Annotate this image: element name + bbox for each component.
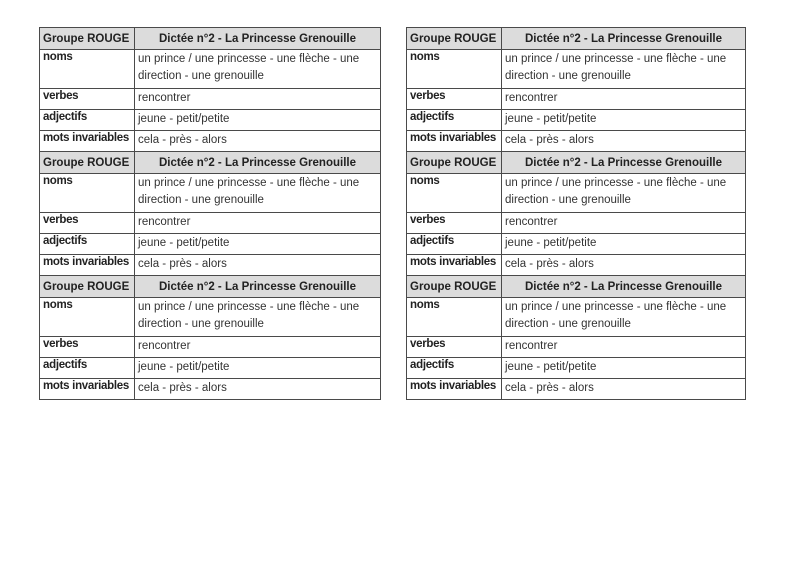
row-value: cela - près - alors [502,379,746,400]
card-header [40,28,381,50]
row-mots-invariables [407,255,746,276]
row-label: adjectifs [407,110,502,131]
row-adjectifs [407,110,746,131]
row-value: jeune - petit/petite [502,234,746,255]
row-value: jeune - petit/petite [502,110,746,131]
row-label: mots invariables [407,379,502,400]
dictation-title: Dictée n°2 - La Princesse Grenouille [135,152,381,174]
row-noms [407,174,746,213]
row-label: noms [407,298,502,337]
row-adjectifs [407,358,746,379]
row-value: jeune - petit/petite [135,110,381,131]
row-value: rencontrer [502,213,746,234]
row-noms [40,174,381,213]
card-header [407,28,746,50]
row-label: noms [407,174,502,213]
row-label: noms [40,50,135,89]
row-mots-invariables [40,131,381,152]
row-label: noms [407,50,502,89]
row-mots-invariables [407,131,746,152]
left-column [39,27,381,400]
row-value: cela - près - alors [135,131,381,152]
row-value: cela - près - alors [502,255,746,276]
row-adjectifs [40,234,381,255]
row-value: rencontrer [502,89,746,110]
dictation-title: Dictée n°2 - La Princesse Grenouille [502,276,746,298]
group-name: Groupe ROUGE [40,28,135,50]
row-value: un prince / une princesse - une flèche - une direction - une grenouille [502,50,746,89]
row-verbes [407,213,746,234]
row-adjectifs [407,234,746,255]
row-verbes [40,89,381,110]
row-verbes [40,337,381,358]
row-label: verbes [407,89,502,110]
card-header [407,276,746,298]
group-name: Groupe ROUGE [407,152,502,174]
row-noms [40,298,381,337]
row-verbes [40,213,381,234]
card-header [407,152,746,174]
row-label: mots invariables [407,255,502,276]
row-label: mots invariables [407,131,502,152]
row-label: verbes [407,337,502,358]
row-value: cela - près - alors [502,131,746,152]
row-value: un prince / une princesse - une flèche - une direction - une grenouille [502,298,746,337]
dictation-card [406,275,746,400]
row-mots-invariables [40,379,381,400]
dictation-card [39,27,381,152]
row-value: un prince / une princesse - une flèche - une direction - une grenouille [135,298,381,337]
row-label: adjectifs [40,358,135,379]
row-value: jeune - petit/petite [135,358,381,379]
row-value: rencontrer [502,337,746,358]
row-adjectifs [40,110,381,131]
row-noms [407,298,746,337]
row-label: noms [40,298,135,337]
card-header [40,152,381,174]
dictation-title: Dictée n°2 - La Princesse Grenouille [502,28,746,50]
row-label: adjectifs [407,358,502,379]
row-value: jeune - petit/petite [502,358,746,379]
row-value: rencontrer [135,337,381,358]
row-value: jeune - petit/petite [135,234,381,255]
row-value: cela - près - alors [135,255,381,276]
row-value: un prince / une princesse - une flèche - une direction - une grenouille [502,174,746,213]
row-mots-invariables [40,255,381,276]
row-label: verbes [40,89,135,110]
group-name: Groupe ROUGE [40,152,135,174]
row-label: noms [40,174,135,213]
row-label: adjectifs [40,110,135,131]
group-name: Groupe ROUGE [407,28,502,50]
row-label: mots invariables [40,255,135,276]
row-value: rencontrer [135,213,381,234]
dictation-card [406,27,746,152]
row-value: un prince / une princesse - une flèche - une direction - une grenouille [135,50,381,89]
group-name: Groupe ROUGE [40,276,135,298]
row-noms [407,50,746,89]
row-label: verbes [407,213,502,234]
row-noms [40,50,381,89]
card-header [40,276,381,298]
row-label: verbes [40,213,135,234]
row-label: adjectifs [40,234,135,255]
dictation-title: Dictée n°2 - La Princesse Grenouille [135,28,381,50]
dictation-card [39,275,381,400]
dictation-title: Dictée n°2 - La Princesse Grenouille [135,276,381,298]
dictation-card [39,151,381,276]
row-label: adjectifs [407,234,502,255]
row-label: mots invariables [40,379,135,400]
row-label: verbes [40,337,135,358]
right-column [406,27,746,400]
row-label: mots invariables [40,131,135,152]
row-value: rencontrer [135,89,381,110]
row-value: cela - près - alors [135,379,381,400]
worksheet [39,27,746,400]
row-mots-invariables [407,379,746,400]
row-value: un prince / une princesse - une flèche - une direction - une grenouille [135,174,381,213]
row-verbes [407,89,746,110]
row-verbes [407,337,746,358]
dictation-title: Dictée n°2 - La Princesse Grenouille [502,152,746,174]
dictation-card [406,151,746,276]
row-adjectifs [40,358,381,379]
group-name: Groupe ROUGE [407,276,502,298]
